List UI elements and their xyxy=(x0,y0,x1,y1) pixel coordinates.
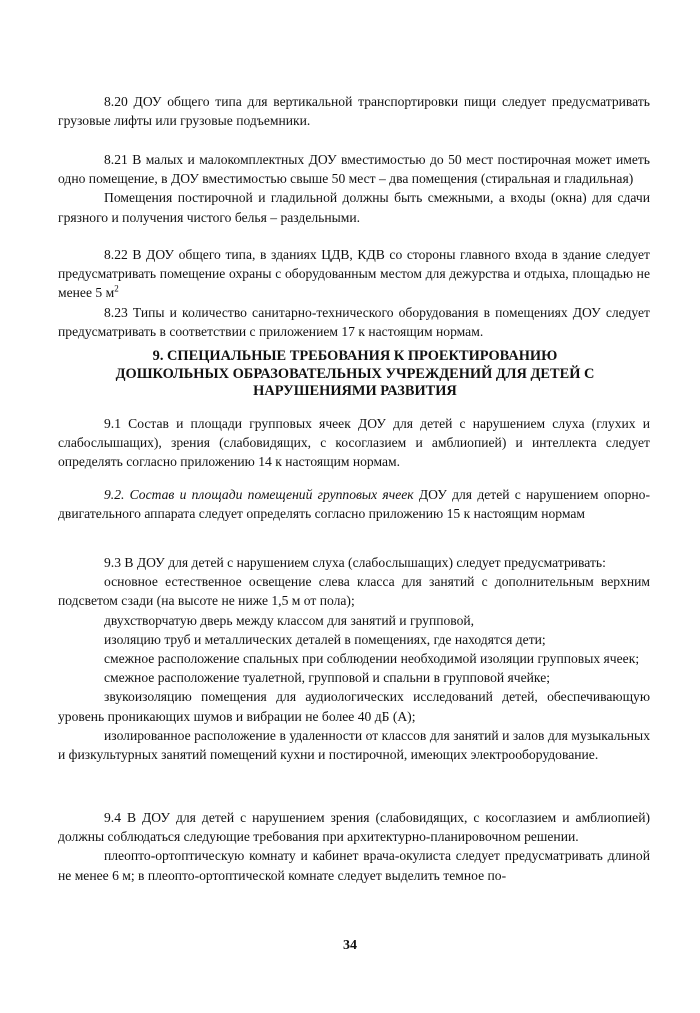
paragraph-9-2-italic: 9.2. Состав и площади помещений групповых ячеек xyxy=(104,487,414,502)
paragraph-8-23: 8.23 Типы и количество санитарно-технического оборудования в помещениях ДОУ следует предусматривать в соответствии с приложением 17 к настоящим нормам. xyxy=(58,304,650,339)
heading-line-1: 9. СПЕЦИАЛЬНЫЕ ТРЕБОВАНИЯ К ПРОЕКТИРОВАНИЮ xyxy=(152,348,558,364)
section-9-3 xyxy=(58,553,650,764)
heading-line-3: НАРУШЕНИЯМИ РАЗВИТИЯ xyxy=(253,383,457,399)
page-number: 34 xyxy=(343,938,357,953)
list-item: основное естественное освещение слева класса для занятий с дополнительным верхним подсветом сзади (на высоте не ниже 1,5 м от пола); xyxy=(58,574,650,609)
superscript-2: 2 xyxy=(114,283,119,294)
paragraph-9-2 xyxy=(58,485,650,523)
heading-line-2: ДОШКОЛЬНЫХ ОБРАЗОВАТЕЛЬНЫХ УЧРЕЖДЕНИЙ ДЛЯ ДЕТЕЙ С xyxy=(115,365,595,382)
paragraph-8-20: 8.20 ДОУ общего типа для вертикальной транспортировки пищи следует предусматривать грузовые лифты или грузовые подъемники. xyxy=(58,94,650,129)
list-item: двухстворчатую дверь между классом для занятий и групповой, xyxy=(104,612,475,628)
section-9-1 xyxy=(58,414,650,472)
list-item: изолированное расположение в удаленности от классов для занятий и залов для музыкальных и физкультурных занятий помещений кухни и постирочной, имеющих электрооборудование. xyxy=(58,727,650,763)
paragraph-9-3: 9.3 В ДОУ для детей с нарушением слуха (слабослышащих) следует предусматривать: xyxy=(104,555,606,570)
paragraph-8-21: 8.21 В малых и малокомплектных ДОУ вместимостью до 50 мест постирочная может иметь одно помещение, в ДОУ вместимостью свыше 50 мест – два помещения (стиральная и гладильная) xyxy=(58,152,650,187)
paragraph-8-22 xyxy=(58,245,650,303)
list-item: смежное расположение спальных при соблюдении необходимой изоляции групповых ячеек; xyxy=(104,651,640,667)
section-8-21 xyxy=(58,150,650,227)
section-9-4 xyxy=(58,808,650,885)
paragraph-9-4-b: плеопто-ортоптическую комнату и кабинет врача-окулиста следует предусматривать длиной не менее 6 м; в плеопто-ортоптической комнате следует выделить темное по- xyxy=(58,848,650,883)
list-item: изоляцию труб и металлических деталей в помещениях, где находятся дети; xyxy=(104,631,546,647)
paragraph-9-2-text: ДОУ для детей с нарушением опорно-двигательного аппарата следует определять согласно приложению 15 к настоящим нормам xyxy=(58,487,650,522)
section-9-heading xyxy=(60,348,650,401)
paragraph-9-1: 9.1 Состав и площади групповых ячеек ДОУ для детей с нарушением слуха (глухих и слабослышащих), зрения (слабовидящих, с косоглазием и амблиопией) и интеллекта следует определять согласно приложению 14 к настоящим нормам. xyxy=(58,416,650,470)
section-8-20 xyxy=(58,92,650,130)
paragraph-8-21-b: Помещения постирочной и гладильной должны быть смежными, а входы (окна) для сдачи грязного и получения чистого белья – раздельными. xyxy=(58,190,650,225)
paragraph-8-22-text: 8.22 В ДОУ общего типа, в зданиях ЦДВ, КДВ со стороны главного входа в здание следует предусматривать помещение охраны с оборудованным местом для дежурства и отдыха, площадью не менее 5 м xyxy=(58,247,650,301)
list-item: смежное расположение туалетной, групповой и спальни в групповой ячейке; xyxy=(104,670,551,686)
list-item: звукоизоляцию помещения для аудиологических исследований детей, обеспечивающую уровень проникающих шумов и вибрации не более 40 дБ (А); xyxy=(58,689,650,724)
paragraph-9-4: 9.4 В ДОУ для детей с нарушением зрения (слабовидящих, с косоглазием и амблиопией) должны соблюдаться следующие требования при архитектурно-планировочном решении. xyxy=(58,810,650,845)
section-9-2 xyxy=(58,485,650,523)
section-8-22-8-23 xyxy=(58,245,650,341)
